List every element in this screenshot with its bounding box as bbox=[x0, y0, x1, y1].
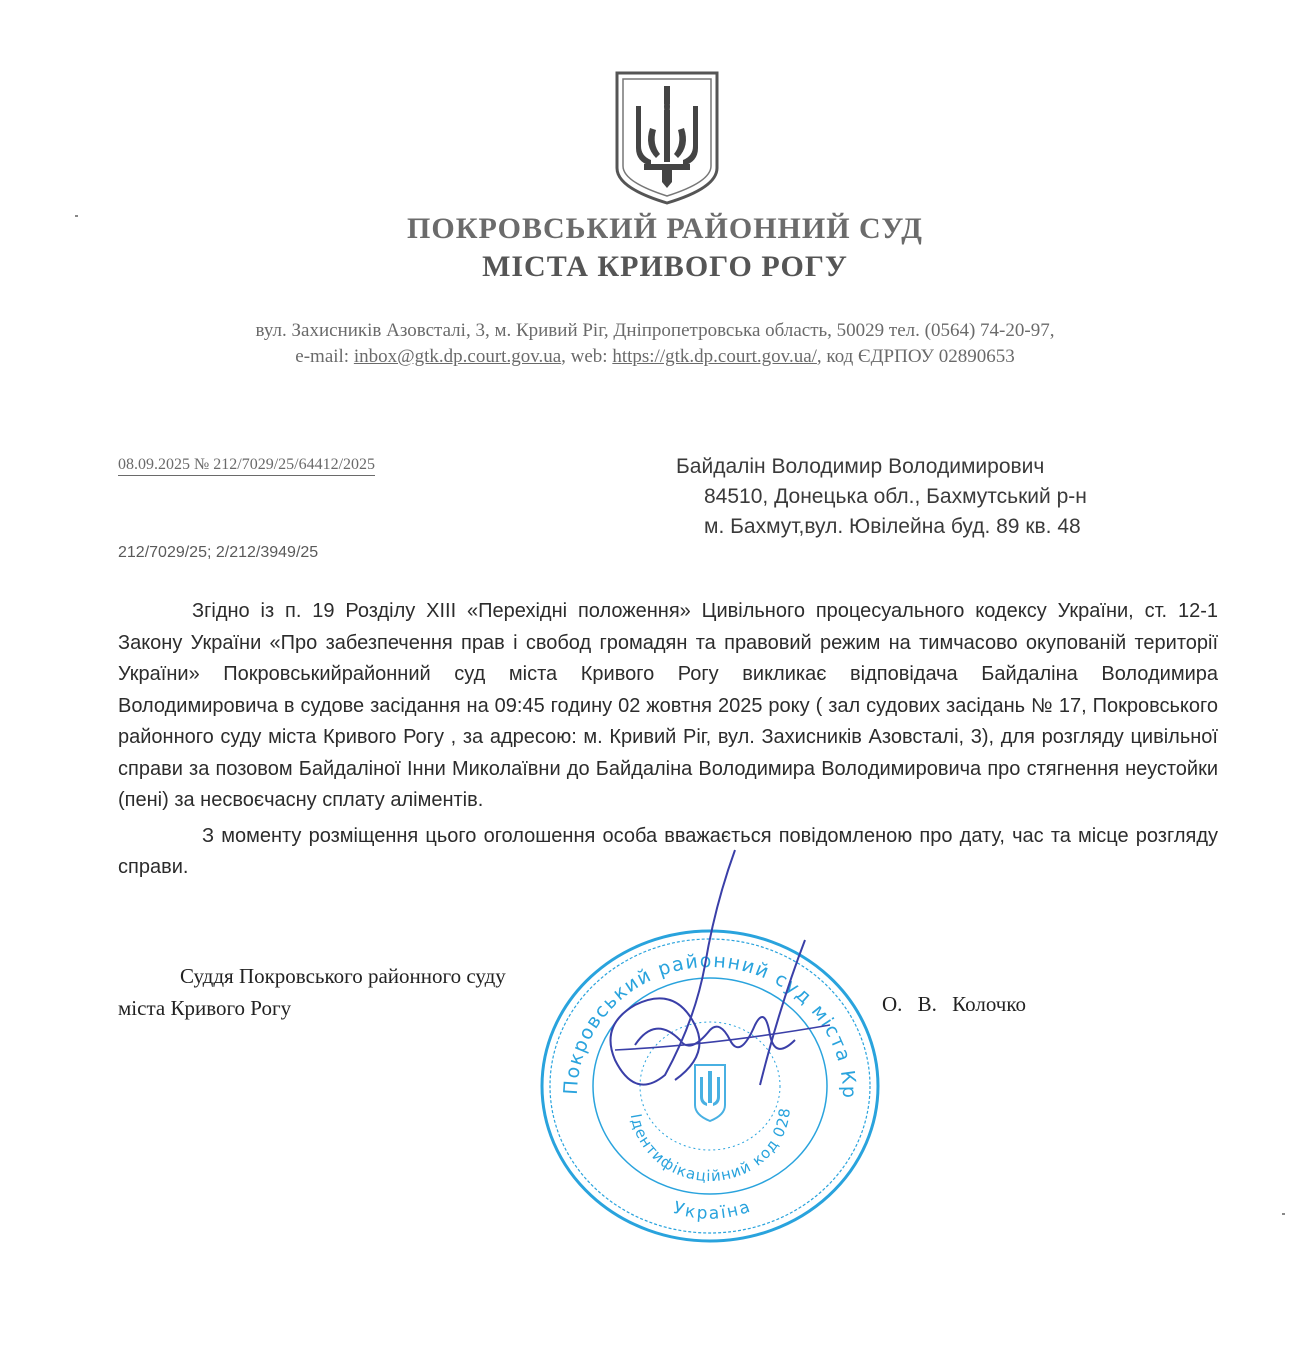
recipient-address-line1: 84510, Донецька обл., Бахмутський р-н bbox=[704, 485, 1087, 508]
judge-position-line1: Суддя Покровського районного суду bbox=[180, 964, 506, 988]
edrpou-code: , код ЄДРПОУ 02890653 bbox=[816, 346, 1015, 367]
signature-position bbox=[118, 960, 506, 1024]
court-name-line1: ПОКРОВСЬКИЙ РАЙОННИЙ СУД bbox=[407, 212, 923, 245]
notice-body bbox=[118, 596, 1218, 884]
recipient-name: Байдалін Володимир Володимирович bbox=[676, 455, 1045, 478]
recipient-block bbox=[676, 452, 1087, 542]
stamp-inner-text: Ідентифікаційний код 028 bbox=[626, 1106, 795, 1186]
email-link[interactable]: inbox@gtk.dp.court.gov.ua bbox=[353, 346, 562, 367]
judge-position-line2: міста Кривого Рогу bbox=[118, 996, 292, 1020]
stamp-outer-text: Покровський районний суд міста Кр bbox=[559, 949, 861, 1100]
recipient-address-line2: м. Бахмут,вул. Ювілейна буд. 89 кв. 48 bbox=[704, 515, 1081, 538]
handwritten-signature bbox=[595, 845, 835, 1105]
case-numbers: 212/7029/25; 2/212/3949/25 bbox=[118, 544, 319, 561]
coat-of-arms-emblem bbox=[614, 70, 720, 206]
scan-speck bbox=[75, 215, 78, 217]
outgoing-number: 08.09.2025 № 212/7029/25/64412/2025 bbox=[118, 456, 375, 476]
web-link[interactable]: https://gtk.dp.court.gov.ua/ bbox=[612, 346, 817, 367]
web-label: web: bbox=[570, 346, 608, 367]
notice-paragraph-1: Згідно із п. 19 Розділу XIII «Перехідні положення» Цивільного процесуального кодексу України, ст. 12-1 Закону України «Про забезпечення прав і свобод громадян та правовий режим на тимчасово окупованій території України» Покровськийрайонний суд міста Кривого Рогу викликає відповідача Байдаліна Володимира Володимировича в судове засідання на 09:45 годину 02 жовтня 2025 року ( зал судових засідань № 17, Покровського районного суду міста Кривого Рогу , за адресою: м. Кривий Ріг, вул. Захисників Азовсталі, 3), для розгляду цивільної справи за позовом Байдаліної Інни Миколаївни до Байдаліна Володимира Володимировича про стягнення неустойки (пені) за несвоєчасну сплату аліментів. bbox=[118, 600, 1218, 811]
scan-speck bbox=[1282, 1213, 1285, 1215]
court-address: вул. Захисників Азовсталі, 3, м. Кривий Ріг, Дніпропетровська область, 50029 тел. (0564) 74-20-97, bbox=[255, 320, 1055, 341]
email-label: e-mail: bbox=[295, 346, 350, 367]
svg-text:Україна bbox=[671, 1196, 754, 1223]
court-name-line2: МІСТА КРИВОГО РОГУ bbox=[482, 250, 848, 283]
court-contacts: e-mail: inbox@gtk.dp.court.gov.ua, web: https://gtk.dp.court.gov.ua/, код ЄДРПОУ 02890653 bbox=[295, 346, 1015, 367]
stamp-country: Україна bbox=[670, 1196, 755, 1224]
judge-name: О. В. Колочко bbox=[882, 992, 1026, 1016]
notice-paragraph-2: З моменту розміщення цього оголошення особа вважається повідомленою про дату, час та місце розгляду справи. bbox=[118, 824, 1218, 878]
trident-icon bbox=[614, 70, 720, 206]
